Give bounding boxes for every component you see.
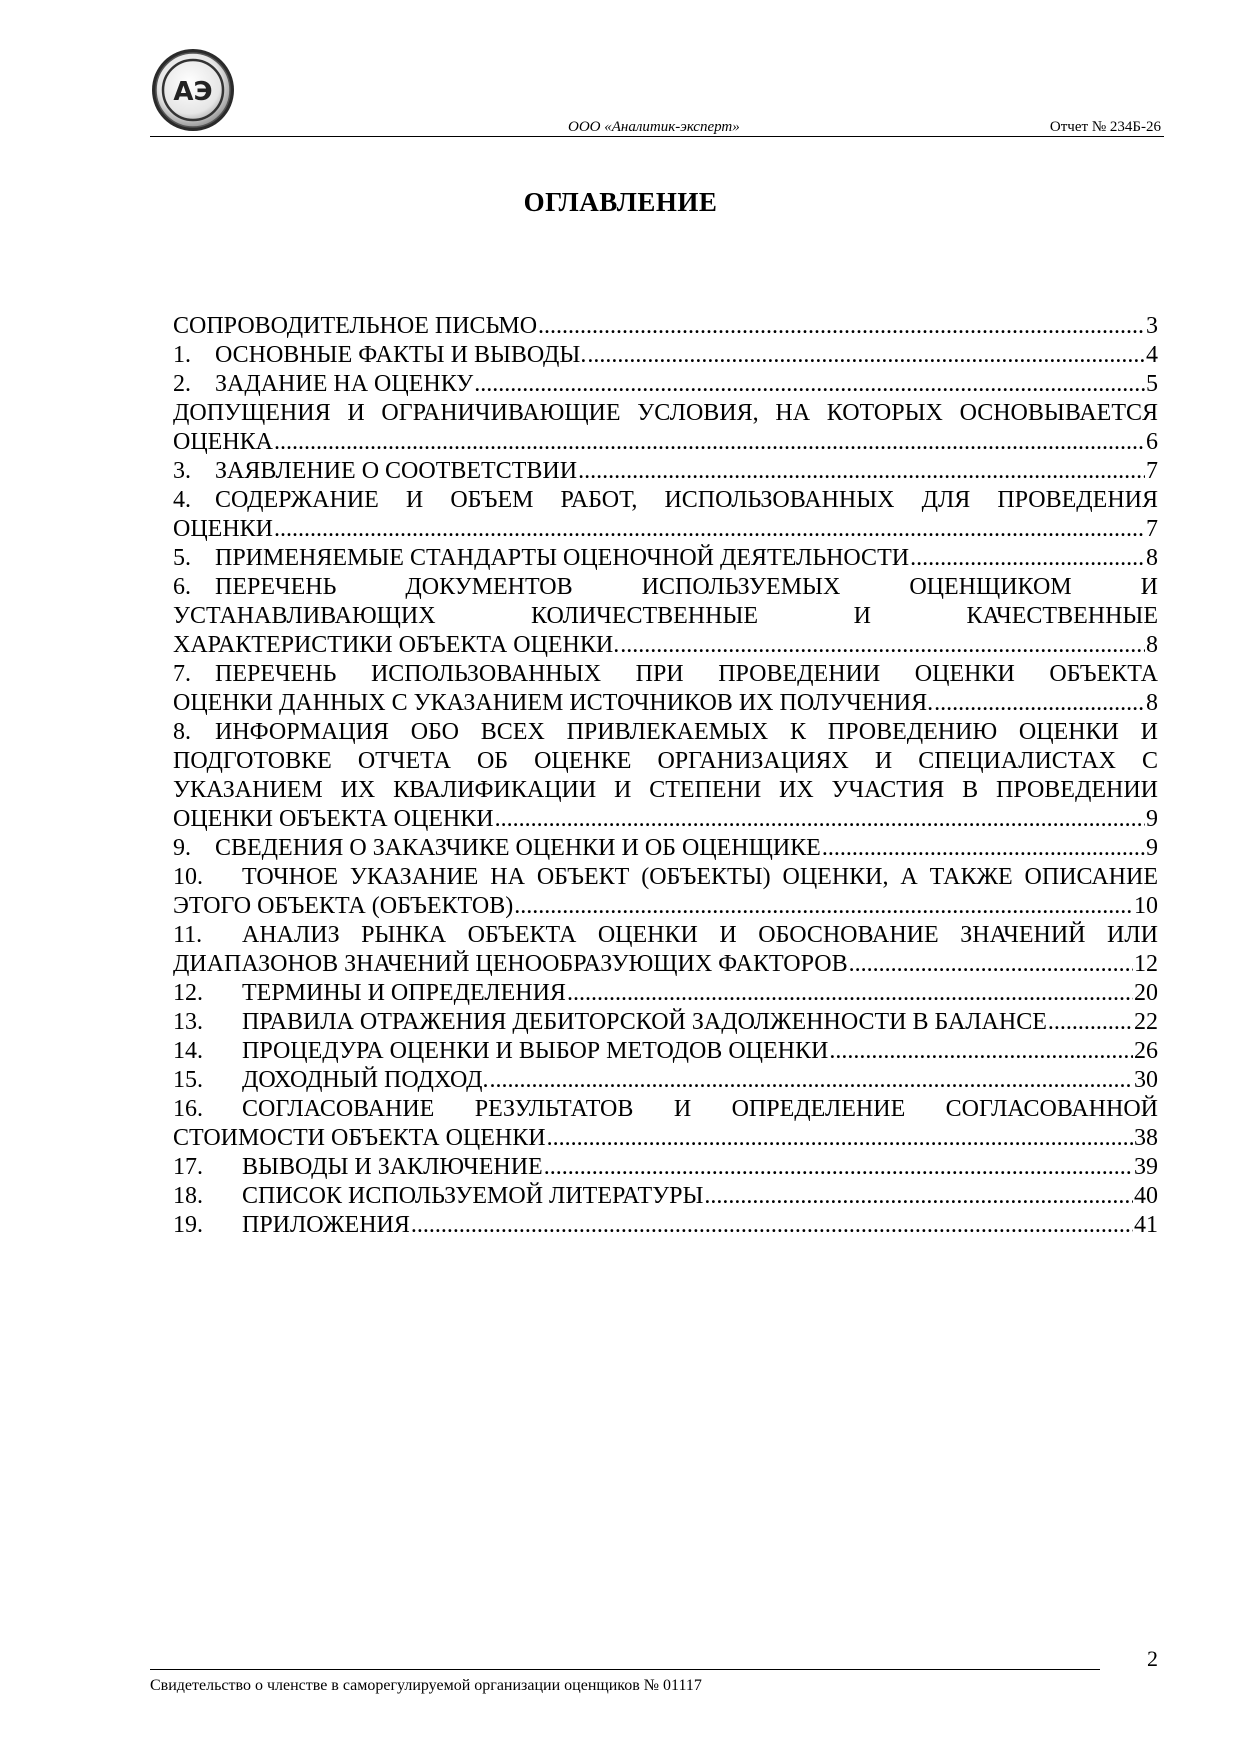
toc-entry-text (173, 457, 577, 486)
toc-entry-text (173, 602, 1158, 631)
toc-entry-text (173, 805, 494, 834)
toc-entry[interactable] (173, 979, 1158, 1008)
toc-entry-title: ХАРАКТЕРИСТИКИ ОБЪЕКТА ОЦЕНКИ. (173, 632, 620, 658)
toc-entry-title: ВЫВОДЫ И ЗАКЛЮЧЕНИЕ (242, 1154, 543, 1180)
toc-entry-number: 11. (173, 922, 203, 948)
toc-entry[interactable] (173, 1008, 1158, 1037)
toc-entry-number: 9. (173, 835, 191, 861)
toc-line (173, 1124, 1158, 1153)
toc-dot-leader (544, 1153, 1133, 1182)
toc-dot-leader (578, 457, 1145, 486)
toc-entry-number: 6. (173, 574, 191, 600)
toc-entry-title: ОЦЕНКИ ОБЪЕКТА ОЦЕНКИ (173, 806, 494, 832)
toc-entry-text (173, 950, 848, 979)
toc-entry-title: ТОЧНОЕ УКАЗАНИЕ НА ОБЪЕКТ (ОБЪЕКТЫ) ОЦЕНКИ, А ТАКЖЕ ОПИСАНИЕ (242, 864, 1158, 890)
toc-line (173, 805, 1158, 834)
toc-page-number: 40 (1134, 1183, 1158, 1209)
toc-entry[interactable] (173, 1095, 1158, 1153)
toc-entry-title: СВЕДЕНИЯ О ЗАКАЗЧИКЕ ОЦЕНКИ И ОБ ОЦЕНЩИКЕ (215, 835, 821, 861)
toc-entry-text (173, 1153, 543, 1182)
toc-entry[interactable] (173, 1211, 1158, 1240)
toc-entry-number: 19. (173, 1212, 203, 1238)
toc-entry[interactable] (173, 486, 1158, 544)
toc-entry-text (173, 834, 821, 863)
toc-entry-number: 14. (173, 1038, 203, 1064)
toc-line (173, 921, 1158, 950)
toc-page-number: 12 (1134, 951, 1158, 977)
toc-entry-text (173, 428, 273, 457)
toc-line (173, 950, 1158, 979)
toc-line (173, 660, 1158, 689)
toc-line (173, 1153, 1158, 1182)
toc-dot-leader (514, 892, 1133, 921)
toc-line (173, 776, 1158, 805)
toc-entry-title: ЗАДАНИЕ НА ОЦЕНКУ (215, 371, 474, 397)
toc-entry-title: ДОХОДНЫЙ ПОДХОД. (242, 1067, 489, 1093)
toc-line (173, 573, 1158, 602)
toc-entry-title: ТЕРМИНЫ И ОПРЕДЕЛЕНИЯ (242, 980, 566, 1006)
toc-entry-title: ПОДГОТОВКЕ ОТЧЕТА ОБ ОЦЕНКЕ ОРГАНИЗАЦИЯХ И СПЕЦИАЛИСТАХ С (173, 748, 1158, 774)
toc-dot-leader (829, 1037, 1133, 1066)
toc-dot-leader (274, 515, 1145, 544)
toc-entry-text (173, 863, 1158, 892)
toc-line (173, 747, 1158, 776)
toc-line (173, 1182, 1158, 1211)
toc-entry-text (173, 1124, 546, 1153)
toc-line (173, 544, 1158, 573)
toc-line (173, 515, 1158, 544)
toc-line (173, 602, 1158, 631)
toc-entry-title: СТОИМОСТИ ОБЪЕКТА ОЦЕНКИ (173, 1125, 546, 1151)
toc-line (173, 1211, 1158, 1240)
header-company: ООО «Аналитик-эксперт» (568, 119, 740, 135)
toc-entry[interactable] (173, 370, 1158, 399)
toc-entry-text (173, 718, 1158, 747)
toc-entry-title: ДИАПАЗОНОВ ЗНАЧЕНИЙ ЦЕНООБРАЗУЮЩИХ ФАКТОРОВ (173, 951, 848, 977)
toc-entry-title: ЭТОГО ОБЪЕКТА (ОБЪЕКТОВ) (173, 893, 514, 919)
toc-line (173, 370, 1158, 399)
toc-entry-text (173, 486, 1158, 515)
toc-entry-title: ОЦЕНКИ ДАННЫХ С УКАЗАНИЕМ ИСТОЧНИКОВ ИХ ПОЛУЧЕНИЯ. (173, 690, 934, 716)
toc-page-number: 39 (1134, 1154, 1158, 1180)
toc-entry-text (173, 573, 1158, 602)
toc-entry-title: ПРОЦЕДУРА ОЦЕНКИ И ВЫБОР МЕТОДОВ ОЦЕНКИ (242, 1038, 829, 1064)
toc-entry-number: 5. (173, 545, 191, 571)
toc-entry-text (173, 370, 473, 399)
toc-entry[interactable] (173, 1066, 1158, 1095)
toc-entry-title: СОГЛАСОВАНИЕ РЕЗУЛЬТАТОВ И ОПРЕДЕЛЕНИЕ СОГЛАСОВАННОЙ (242, 1096, 1158, 1122)
toc-dot-leader (547, 1124, 1133, 1153)
toc-entry-text (173, 515, 273, 544)
toc-entry-title: СОПРОВОДИТЕЛЬНОЕ ПИСЬМО (173, 313, 538, 339)
toc-entry-text (173, 1211, 410, 1240)
toc-line (173, 1066, 1158, 1095)
toc-page-number: 38 (1134, 1125, 1158, 1151)
toc-entry-title: ПРАВИЛА ОТРАЖЕНИЯ ДЕБИТОРСКОЙ ЗАДОЛЖЕННОСТИ В БАЛАНСЕ (242, 1009, 1047, 1035)
toc-page-number: 41 (1134, 1212, 1158, 1238)
toc-entry-number: 13. (173, 1009, 203, 1035)
toc-entry-number: 2. (173, 371, 191, 397)
toc-entry[interactable] (173, 660, 1158, 718)
toc-dot-leader (538, 312, 1145, 341)
toc-page-number: 26 (1134, 1038, 1158, 1064)
toc-page-number: 30 (1134, 1067, 1158, 1093)
toc-page-number: 8 (1146, 632, 1158, 658)
toc-page-number: 7 (1146, 458, 1158, 484)
toc-entry[interactable] (173, 1153, 1158, 1182)
toc-entry-title: ОЦЕНКА (173, 429, 273, 455)
toc-line (173, 457, 1158, 486)
toc-entry-text (173, 892, 513, 921)
toc-page-number: 8 (1146, 690, 1158, 716)
toc-page-number: 20 (1134, 980, 1158, 1006)
toc-entry-number: 8. (173, 719, 191, 745)
toc-entry[interactable] (173, 341, 1158, 370)
toc-dot-leader (620, 631, 1145, 660)
page-title: ОГЛАВЛЕНИЕ (523, 187, 718, 217)
toc-line (173, 689, 1158, 718)
toc-entry-text (173, 312, 537, 341)
toc-dot-leader (704, 1182, 1133, 1211)
toc-entry-title: ИНФОРМАЦИЯ ОБО ВСЕХ ПРИВЛЕКАЕМЫХ К ПРОВЕДЕНИЮ ОЦЕНКИ И (215, 719, 1158, 745)
toc-entry-number: 7. (173, 661, 191, 687)
toc-entry-text (173, 1095, 1158, 1124)
toc-dot-leader (1048, 1008, 1133, 1037)
toc-entry[interactable] (173, 718, 1158, 834)
toc-entry-number: 10. (173, 864, 203, 890)
toc-entry-text (173, 1037, 828, 1066)
toc-entry[interactable] (173, 1037, 1158, 1066)
toc-dot-leader (495, 805, 1145, 834)
toc-entry[interactable] (173, 834, 1158, 863)
toc-entry-text (173, 1008, 1047, 1037)
toc-line (173, 1008, 1158, 1037)
logo-letters: АЭ (173, 77, 213, 107)
toc-line (173, 399, 1158, 428)
toc-entry[interactable] (173, 399, 1158, 457)
toc-line (173, 1037, 1158, 1066)
toc-entry-title: АНАЛИЗ РЫНКА ОБЪЕКТА ОЦЕНКИ И ОБОСНОВАНИЕ ЗНАЧЕНИЙ ИЛИ (242, 922, 1158, 948)
toc-entry-text (173, 631, 619, 660)
footer-certificate-text: Свидетельство о членстве в саморегулируемой организации оценщиков № 01117 (150, 1677, 702, 1694)
toc-dot-leader (822, 834, 1145, 863)
toc-dot-leader (411, 1211, 1133, 1240)
toc-entry-text (173, 776, 1158, 805)
toc-line (173, 863, 1158, 892)
toc-entry-title: УКАЗАНИЕМ ИХ КВАЛИФИКАЦИИ И СТЕПЕНИ ИХ УЧАСТИЯ В ПРОВЕДЕНИИ (173, 777, 1158, 803)
toc-entry-title: ЗАЯВЛЕНИЕ О СООТВЕТСТВИИ (215, 458, 578, 484)
toc-entry[interactable] (173, 863, 1158, 921)
company-logo (150, 47, 236, 133)
toc-entry-text (173, 660, 1158, 689)
toc-entry-number: 1. (173, 342, 191, 368)
toc-entry-text (173, 921, 1158, 950)
toc-dot-leader (910, 544, 1145, 573)
header-rule (150, 136, 1164, 137)
toc-entry[interactable] (173, 573, 1158, 660)
toc-entry-text (173, 544, 909, 573)
toc-entry-title: ОСНОВНЫЕ ФАКТЫ И ВЫВОДЫ. (215, 342, 587, 368)
toc-entry-title: УСТАНАВЛИВАЮЩИХ КОЛИЧЕСТВЕННЫЕ И КАЧЕСТВЕННЫЕ (173, 603, 1158, 629)
toc-entry-title: СПИСОК ИСПОЛЬЗУЕМОЙ ЛИТЕРАТУРЫ (242, 1183, 704, 1209)
toc-dot-leader (474, 370, 1145, 399)
toc-dot-leader (934, 689, 1145, 718)
toc-line (173, 1095, 1158, 1124)
toc-line (173, 486, 1158, 515)
toc-page-number: 4 (1146, 342, 1158, 368)
toc-entry-title: ПЕРЕЧЕНЬ ДОКУМЕНТОВ ИСПОЛЬЗУЕМЫХ ОЦЕНЩИКОМ И (215, 574, 1158, 600)
toc-entry-title: ПРИЛОЖЕНИЯ (242, 1212, 410, 1238)
toc-entry-number: 17. (173, 1154, 203, 1180)
toc-entry-title: ПРИМЕНЯЕМЫЕ СТАНДАРТЫ ОЦЕНОЧНОЙ ДЕЯТЕЛЬНОСТИ (215, 545, 910, 571)
toc-entry-text (173, 689, 933, 718)
toc-page-number: 9 (1146, 835, 1158, 861)
toc-line (173, 341, 1158, 370)
toc-entry[interactable] (173, 457, 1158, 486)
toc-line (173, 428, 1158, 457)
toc-entry-text (173, 747, 1158, 776)
toc-entry-title: ДОПУЩЕНИЯ И ОГРАНИЧИВАЮЩИЕ УСЛОВИЯ, НА КОТОРЫХ ОСНОВЫВАЕТСЯ (173, 400, 1158, 426)
toc-line (173, 834, 1158, 863)
toc-dot-leader (587, 341, 1145, 370)
toc-line (173, 631, 1158, 660)
toc-dot-leader (849, 950, 1133, 979)
table-of-contents (173, 312, 1158, 1240)
toc-entry-text (173, 399, 1158, 428)
toc-entry-title: СОДЕРЖАНИЕ И ОБЪЕМ РАБОТ, ИСПОЛЬЗОВАННЫХ ДЛЯ ПРОВЕДЕНИЯ (215, 487, 1158, 513)
toc-dot-leader (274, 428, 1145, 457)
toc-entry-text (173, 341, 586, 370)
toc-page-number: 3 (1146, 313, 1158, 339)
toc-dot-leader (567, 979, 1133, 1008)
toc-page-number: 8 (1146, 545, 1158, 571)
toc-page-number: 5 (1146, 371, 1158, 397)
toc-entry[interactable] (173, 921, 1158, 979)
toc-entry[interactable] (173, 544, 1158, 573)
toc-page-number: 9 (1146, 806, 1158, 832)
toc-entry-number: 18. (173, 1183, 203, 1209)
toc-entry-number: 4. (173, 487, 191, 513)
toc-entry-title: ОЦЕНКИ (173, 516, 273, 542)
toc-line (173, 312, 1158, 341)
toc-page-number: 10 (1134, 893, 1158, 919)
toc-entry-text (173, 1066, 489, 1095)
toc-entry-text (173, 1182, 703, 1211)
page-number: 2 (1147, 1646, 1158, 1671)
toc-page-number: 22 (1134, 1009, 1158, 1035)
toc-dot-leader (490, 1066, 1133, 1095)
toc-line (173, 892, 1158, 921)
toc-page-number: 6 (1146, 429, 1158, 455)
toc-entry-number: 15. (173, 1067, 203, 1093)
toc-line (173, 718, 1158, 747)
footer-rule (150, 1669, 1100, 1670)
toc-entry-title: ПЕРЕЧЕНЬ ИСПОЛЬЗОВАННЫХ ПРИ ПРОВЕДЕНИИ ОЦЕНКИ ОБЪЕКТА (215, 661, 1158, 687)
toc-entry[interactable] (173, 312, 1158, 341)
toc-entry-number: 12. (173, 980, 203, 1006)
toc-page-number: 7 (1146, 516, 1158, 542)
toc-entry-text (173, 979, 566, 1008)
toc-line (173, 979, 1158, 1008)
toc-entry-number: 16. (173, 1096, 203, 1122)
header-report-number: Отчет № 234Б-26 (1049, 119, 1161, 135)
toc-entry[interactable] (173, 1182, 1158, 1211)
toc-entry-number: 3. (173, 458, 191, 484)
